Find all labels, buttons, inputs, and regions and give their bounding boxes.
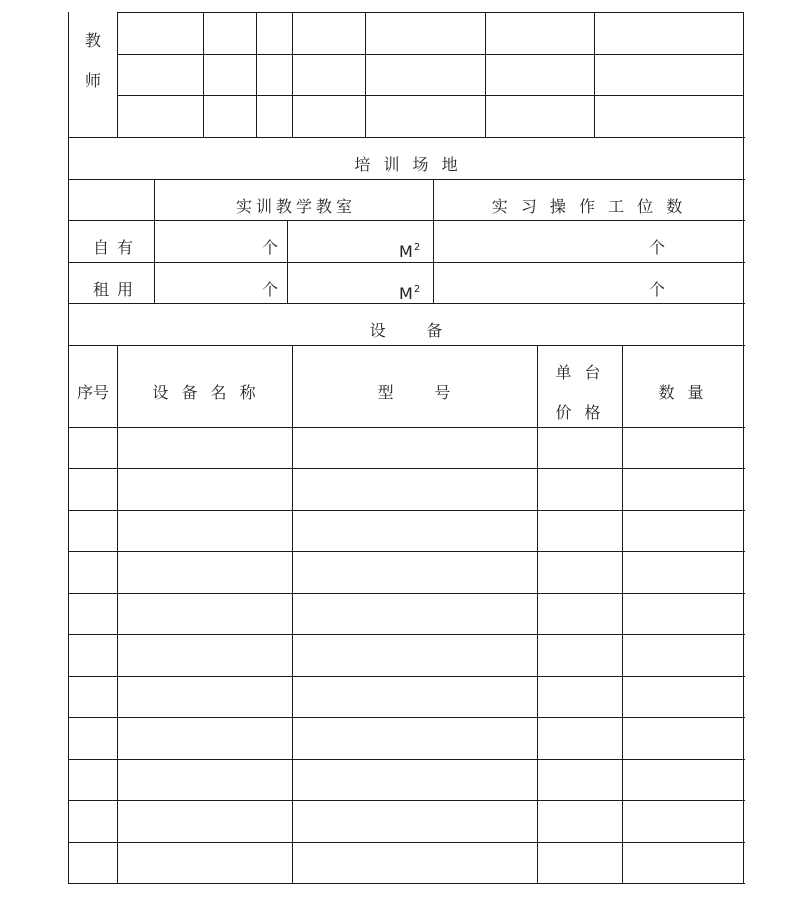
rule-venue-row1-top <box>68 220 745 221</box>
equipment-header-name: 设 备 名 称 <box>152 383 260 402</box>
rule-equipment-col <box>622 345 623 884</box>
equipment-header-quantity: 数 量 <box>658 383 708 402</box>
rule-teacher-row3 <box>117 95 744 96</box>
rule-equipment-row-line <box>68 800 745 801</box>
rule-equipment-col <box>117 345 118 884</box>
rule-teacher-col <box>292 12 293 138</box>
rule-equipment-row-line <box>68 510 745 511</box>
teacher-label-char-2: 师 <box>84 71 102 90</box>
rule-equipment-header-top <box>68 345 745 346</box>
rule-equipment-row-line <box>68 842 745 843</box>
venue-row-label-rented: 租用 <box>93 280 142 299</box>
rule-teacher-col <box>256 12 257 138</box>
rule-equipment-row-line <box>68 634 745 635</box>
equipment-header-model: 型 号 <box>377 383 451 402</box>
workstation-count-unit: 个 <box>649 238 666 257</box>
rule-teacher-row2 <box>117 54 744 55</box>
rule-equipment-row-line <box>68 593 745 594</box>
rule-venue-col-station <box>433 179 434 304</box>
rule-teacher-col <box>117 12 118 138</box>
rule-equipment-title-top <box>68 303 745 304</box>
rule-equipment-row-line <box>68 676 745 677</box>
rule-venue-header-top <box>68 179 745 180</box>
rule-teacher-col <box>203 12 204 138</box>
rule-table-bottom <box>68 883 745 884</box>
rule-equipment-row-line <box>68 427 745 428</box>
rule-equipment-row-line <box>68 468 745 469</box>
rule-venue-col-label <box>154 179 155 304</box>
rule-teacher-col <box>594 12 595 138</box>
equipment-header-index: 序号 <box>76 383 110 402</box>
classroom-area-unit: $M^2$ <box>399 242 421 261</box>
rule-equipment-row-line <box>68 759 745 760</box>
equipment-title: 设 备 <box>369 321 443 340</box>
rule-venue-title-top <box>68 137 745 138</box>
workstation-count-unit: 个 <box>649 280 666 299</box>
teacher-label-char-1: 教 <box>84 31 102 50</box>
classroom-count-unit: 个 <box>262 280 279 299</box>
classroom-count-unit: 个 <box>262 238 279 257</box>
rule-venue-col-area <box>287 220 288 304</box>
rule-equipment-col <box>292 345 293 884</box>
rule-equipment-row-line <box>68 717 745 718</box>
classroom-area-unit: $M^2$ <box>399 284 421 303</box>
rule-outer-left <box>68 12 69 884</box>
rule-teacher-col <box>485 12 486 138</box>
venue-title: 培 训 场 地 <box>354 155 462 174</box>
equipment-header-unit-price-line2: 价 格 <box>555 403 605 422</box>
rule-equipment-col <box>537 345 538 884</box>
rule-venue-row2-top <box>68 262 745 263</box>
workstation-header: 实 习 操 作 工 位 数 <box>491 197 687 216</box>
rule-equipment-row-line <box>68 551 745 552</box>
venue-row-label-owned: 自有 <box>93 238 142 257</box>
rule-teacher-col <box>365 12 366 138</box>
rule-outer-right <box>743 12 744 884</box>
equipment-header-unit-price-line1: 单 台 <box>555 363 605 382</box>
rule-top-teacher-row1 <box>117 12 744 13</box>
classroom-header: 实训教学教室 <box>235 197 357 216</box>
